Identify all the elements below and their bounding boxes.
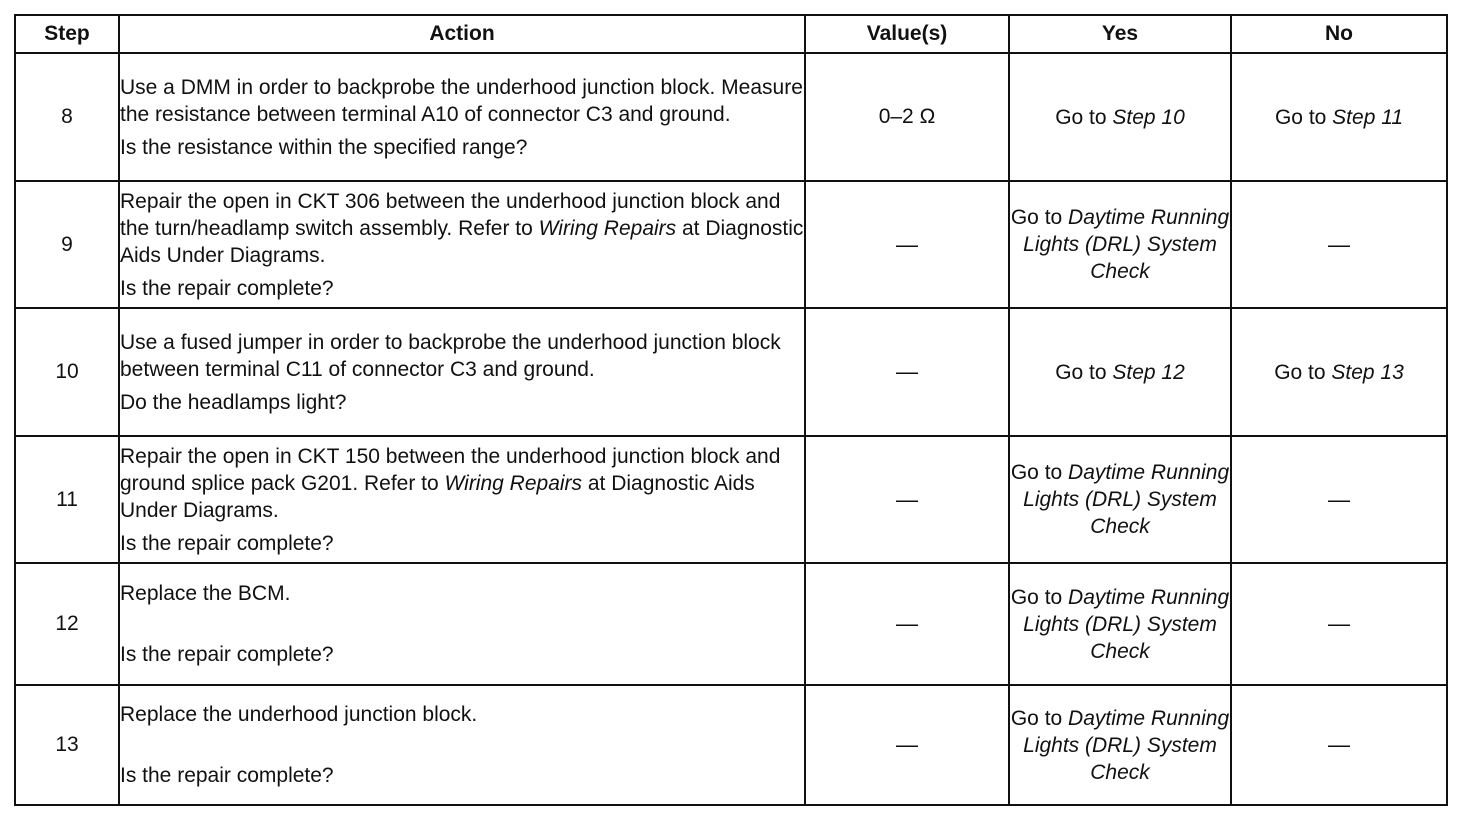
value-dash: — — [896, 611, 918, 636]
yes-prefix: Go to — [1055, 360, 1113, 384]
action-text — [120, 188, 804, 269]
value-cell: 0–2 Ω — [805, 53, 1009, 181]
step-number: 12 — [15, 563, 119, 685]
action-text — [120, 443, 804, 524]
header-action: Action — [119, 15, 805, 53]
wiring-repairs-link[interactable]: Wiring Repairs — [444, 471, 583, 495]
table-row — [15, 436, 1447, 563]
yes-link[interactable]: Daytime Running Lights (DRL) System Check — [1023, 206, 1230, 283]
no-link[interactable]: Step 11 — [1332, 105, 1404, 129]
no-cell — [1231, 685, 1447, 805]
value-cell — [805, 436, 1009, 563]
table-row — [15, 563, 1447, 685]
no-dash: — — [1328, 486, 1350, 512]
action-text-pre: Repair the open in CKT 306 between the underhood junction block and the turn/headlamp switch assembly. Refer to — [120, 189, 781, 240]
action-question: Do the headlamps light? — [120, 390, 347, 414]
action-cell — [119, 181, 805, 308]
header-step: Step — [15, 15, 119, 53]
no-prefix: Go to — [1274, 105, 1333, 129]
action-cell — [119, 685, 805, 805]
action-text: Replace the underhood junction block. — [120, 703, 478, 726]
action-cell — [119, 308, 805, 436]
header-row — [15, 15, 1447, 53]
wiring-repairs-link[interactable]: Wiring Repairs — [538, 216, 677, 240]
action-question: Is the repair complete? — [120, 643, 334, 666]
action-cell — [119, 436, 805, 563]
table-row — [15, 53, 1447, 181]
no-prefix: Go to — [1274, 360, 1332, 384]
no-cell — [1231, 436, 1447, 563]
value-cell — [805, 181, 1009, 308]
value-cell — [805, 685, 1009, 805]
table-row — [15, 308, 1447, 436]
action-text-post: at Diagnostic Aids Under Diagrams. — [120, 216, 804, 267]
no-cell — [1231, 53, 1447, 181]
value-dash: — — [896, 732, 918, 757]
yes-prefix: Go to — [1010, 706, 1069, 730]
action-text: Use a DMM in order to backprobe the underhood junction block. Measure the resistance between terminal A10 of connector C3 and ground. — [120, 75, 803, 126]
yes-link[interactable]: Step 10 — [1112, 105, 1185, 129]
yes-prefix: Go to — [1010, 206, 1069, 229]
action-question: Is the resistance within the specified range? — [120, 135, 528, 159]
yes-prefix: Go to — [1010, 461, 1069, 484]
diagnostic-table — [14, 14, 1448, 806]
step-number: 8 — [15, 53, 119, 181]
step-number: 11 — [15, 436, 119, 563]
value-cell — [805, 308, 1009, 436]
action-text-pre: Repair the open in CKT 150 between the underhood junction block and ground splice pack G201. Refer to — [120, 444, 781, 495]
yes-cell — [1009, 436, 1231, 563]
no-dash: — — [1328, 611, 1350, 636]
step-number: 9 — [15, 181, 119, 308]
yes-prefix: Go to — [1010, 585, 1069, 609]
step-number: 13 — [15, 685, 119, 805]
header-values: Value(s) — [805, 15, 1009, 53]
no-cell — [1231, 181, 1447, 308]
action-text-post: at Diagnostic Aids Under Diagrams. — [120, 471, 755, 522]
yes-cell — [1009, 685, 1231, 805]
action-text: Use a fused jumper in order to backprobe the underhood junction block between terminal C11 of connector C3 and ground. — [120, 330, 781, 381]
table-row — [15, 181, 1447, 308]
yes-link[interactable]: Daytime Running Lights (DRL) System Check — [1023, 706, 1230, 784]
no-cell — [1231, 308, 1447, 436]
header-yes: Yes — [1009, 15, 1231, 53]
action-question: Is the repair complete? — [120, 276, 334, 300]
value-dash: — — [896, 486, 918, 512]
header-no: No — [1231, 15, 1447, 53]
value-dash: — — [896, 359, 918, 384]
yes-link[interactable]: Daytime Running Lights (DRL) System Check — [1023, 461, 1230, 538]
action-cell — [119, 53, 805, 181]
table-row — [15, 685, 1447, 805]
no-link[interactable]: Step 13 — [1331, 360, 1404, 384]
value-cell — [805, 563, 1009, 685]
value-dash: — — [896, 231, 918, 257]
action-question: Is the repair complete? — [120, 764, 334, 787]
no-dash: — — [1328, 231, 1350, 257]
yes-cell — [1009, 53, 1231, 181]
action-question: Is the repair complete? — [120, 531, 334, 555]
yes-prefix: Go to — [1055, 105, 1113, 129]
action-text: Replace the BCM. — [120, 582, 291, 605]
yes-link[interactable]: Step 12 — [1112, 360, 1185, 384]
yes-cell — [1009, 563, 1231, 685]
yes-link[interactable]: Daytime Running Lights (DRL) System Check — [1023, 585, 1230, 663]
step-number: 10 — [15, 308, 119, 436]
no-cell — [1231, 563, 1447, 685]
yes-cell — [1009, 308, 1231, 436]
no-dash: — — [1328, 732, 1350, 757]
action-cell — [119, 563, 805, 685]
yes-cell — [1009, 181, 1231, 308]
